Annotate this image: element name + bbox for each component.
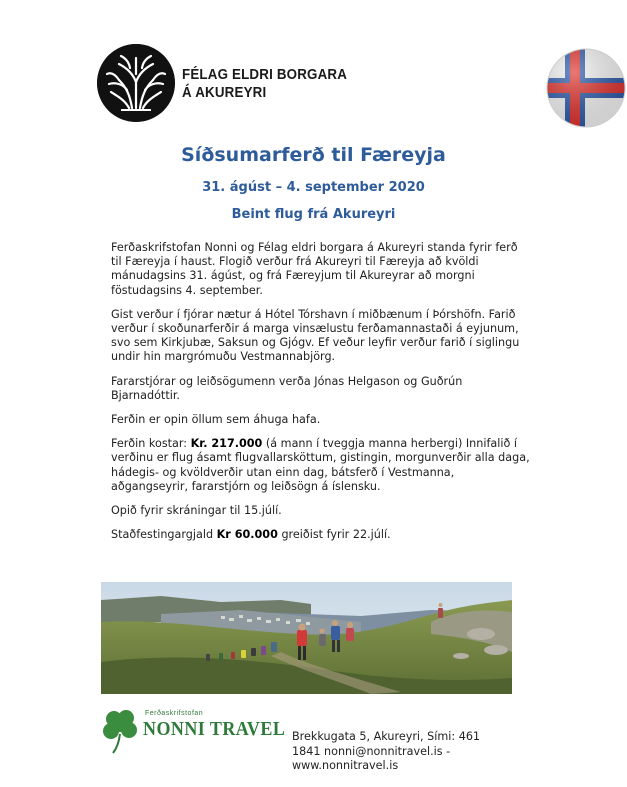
- agency-label: Ferðaskrifstofan: [145, 710, 204, 717]
- open-to-all-paragraph: Ferðin er opin öllum sem áhuga hafa.: [111, 413, 321, 427]
- price-label: Ferðin kostar:: [111, 437, 191, 451]
- deposit-value: Kr 60.000: [216, 528, 278, 542]
- agency-name: NONNI TRAVEL: [143, 718, 286, 740]
- hikers-photo: [101, 582, 512, 694]
- faroe-islands-flag-icon: [545, 47, 627, 129]
- intro-paragraph: Ferðaskrifstofan Nonni og Félag eldri borgara á Akureyri standa fyrir ferð til Færeyja í haust. Flogið verður frá Akureyri til Færeyja að kvöldi mánudagsins 31. ágúst, og frá Færeyjum til Akureyrar að morgni föstudagsins 4. september.: [111, 241, 518, 297]
- deposit-paragraph: [111, 528, 531, 542]
- price-details: (á mann í tveggja manna herbergi) Innifalið í verðinu er flug ásamt flugvallarsköttum, gistingin, morgunverðir alla daga, hádegis- og kvöldverðir utan einn dag, bátsferð í Vestmanna, aðgangseyrir, fararstjórn og leiðsögn á íslensku.: [111, 437, 530, 493]
- price-paragraph: [111, 437, 531, 494]
- accommodation-paragraph: Gist verður í fjórar nætur á Hótel Tórshavn í miðbænum í Þórshöfn. Farið verður í skoðunarferðir á marga vinsælustu ferðamannastaði á eyjunum, svo sem Kirkjubæ, Saksun og Gjógv. Ef veður leyfir verður farið í siglingu undir hin margrómuðu Vestmannabjörg.: [111, 307, 520, 364]
- trip-dates: 31. ágúst – 4. september 2020: [202, 180, 425, 195]
- org-name-line1: FÉLAG ELDRI BORGARA: [182, 67, 348, 83]
- organization-name: [182, 66, 347, 102]
- registration-paragraph: Opið fyrir skráningar til 15.júlí.: [111, 504, 282, 518]
- clover-logo-icon: [101, 708, 141, 754]
- contact-info: Brekkugata 5, Akureyri, Sími: 461 1841 nonni@nonnitravel.is - www.nonnitravel.is: [292, 730, 481, 772]
- tree-logo-icon: [97, 44, 175, 122]
- page-title: Síðsumarferð til Færeyja: [181, 144, 446, 166]
- guides-paragraph: Fararstjórar og leiðsögumenn verða Jónas Helgason og Guðrún Bjarnadóttir.: [111, 374, 463, 402]
- body-text: [111, 241, 531, 552]
- org-name-line2: Á AKUREYRI: [182, 85, 267, 101]
- deposit-details: greiðist fyrir 22.júlí.: [277, 528, 391, 542]
- flight-info: Beint flug frá Akureyri: [231, 207, 396, 222]
- deposit-label: Staðfestingargjald: [111, 528, 217, 542]
- price-value: Kr. 217.000: [190, 437, 263, 451]
